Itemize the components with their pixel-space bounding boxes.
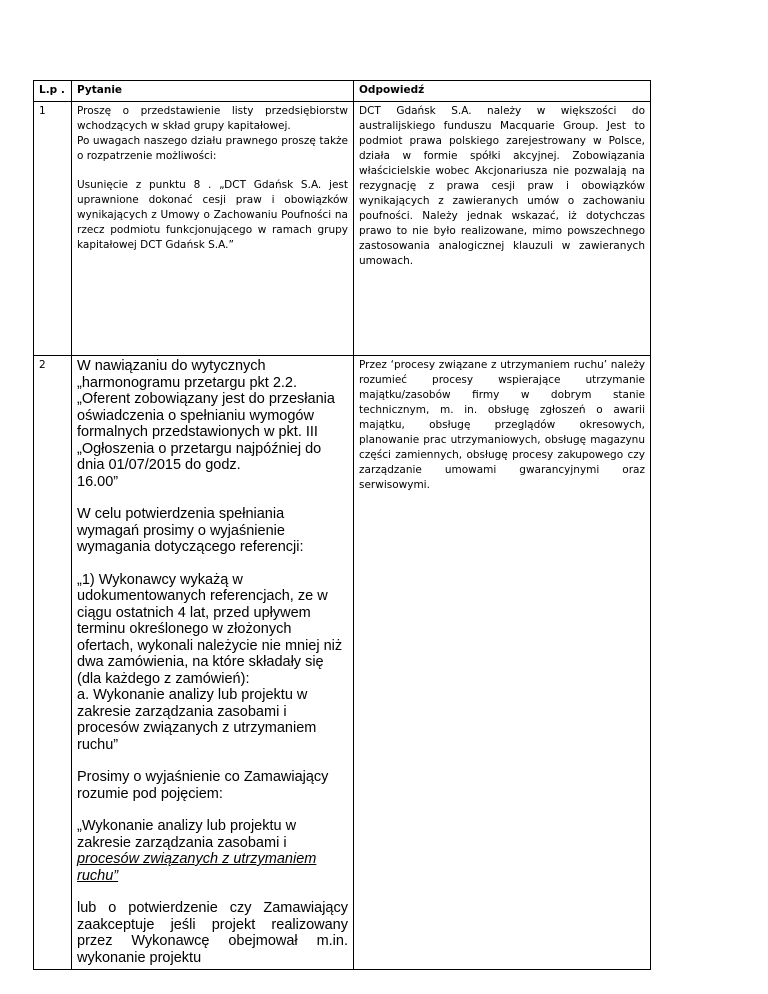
table-header-row bbox=[34, 81, 651, 102]
question-quote bbox=[77, 818, 348, 884]
question-paragraph: W nawiązaniu do wytycznych „harmonogramu przetargu pkt 2.2. „Oferent zobowiązany jest do przesłania oświadczenia o spełnianiu wymogów formalnych przedstawionych w pkt. III „Ogłoszenia o przetargu najpóźniej do dnia 01/07/2015 do godz. bbox=[77, 358, 335, 473]
question-cell bbox=[72, 356, 354, 970]
question-paragraph: Usunięcie z punktu 8 . „DCT Gdańsk S.A. jest uprawnione dokonać cesji praw i obowiązków wynikających z Umowy o Zachowaniu Poufności na rzecz podmiotu funkcjonującego w ramach grupy kapitałowej DCT Gdańsk S.A.” bbox=[77, 179, 348, 251]
question-paragraph: W celu potwierdzenia spełniania wymagań prosimy o wyjaśnienie wymagania dotyczącego referencji: bbox=[77, 506, 304, 555]
quote-text: „Wykonanie analizy lub projektu w zakresie zarządzania zasobami i bbox=[77, 818, 297, 851]
question-paragraph: Po uwagach naszego działu prawnego proszę także o rozpatrzenie możliwości: bbox=[77, 135, 348, 162]
question-paragraph: Prosimy o wyjaśnienie co Zamawiający rozumie pod pojęciem: bbox=[77, 769, 329, 802]
header-answer: Odpowiedź bbox=[354, 81, 651, 102]
answer-cell bbox=[354, 356, 651, 970]
row-number: 2 bbox=[34, 356, 72, 970]
question-paragraph: lub o potwierdzenie czy Zamawiający zaakceptuje jeśli projekt realizowany przez Wykonawcę obejmował m.in. wykonanie projektu bbox=[77, 900, 348, 966]
header-question: Pytanie bbox=[72, 81, 354, 102]
row-number: 1 bbox=[34, 102, 72, 356]
table-row bbox=[34, 356, 651, 970]
qa-table bbox=[33, 80, 651, 970]
answer-cell bbox=[354, 102, 651, 356]
quote-underlined-text: procesów związanych z utrzymaniem ruchu” bbox=[77, 851, 317, 884]
header-lp: L.p . bbox=[34, 81, 72, 102]
question-paragraph: „1) Wykonawcy wykażą w udokumentowanych referencjach, ze w ciągu ostatnich 4 lat, przed upływem terminu określonego w złożonych ofertach, wykonali należycie nie mniej niż dwa zamówienia, na które składały się (dla każdego z zamówień): bbox=[77, 571, 343, 687]
question-time: 16.00” bbox=[77, 473, 119, 490]
question-paragraph: Proszę o przedstawienie listy przedsiębiorstw wchodzących w skład grupy kapitałowej. bbox=[77, 105, 348, 132]
question-item: a. Wykonanie analizy lub projektu w zakresie zarządzania zasobami i procesów związanych z utrzymaniem ruchu” bbox=[77, 687, 317, 753]
answer-paragraph: Przez ‘procesy związane z utrzymaniem ruchu’ należy rozumieć procesy wspierające utrzymanie majątku/zasobów firmy w dobrym stanie technicznym, m. in. obsługę zgłoszeń o awarii majątku, obsługę przeglądów okresowych, planowanie prac utrzymaniowych, obsługę magazynu części zamiennych, obsługę procesy zakupowego czy zarządzanie umowami gwarancyjnymi oraz serwisowymi. bbox=[359, 359, 645, 491]
answer-paragraph: DCT Gdańsk S.A. należy w większości do australijskiego funduszu Macquarie Group. Jest to podmiot prawa polskiego zarejestrowany w Polsce, działa w formie spółki akcyjnej. Zobowiązania właścicielskie wobec Akcjonariusza nie pozwalają na rezygnację z prawa cesji praw i obowiązków wynikających z zawieranych umów o zachowaniu poufności. Należy jednak wskazać, iż dotychczas prawo to nie było realizowane, mimo powszechnego zastosowania analogicznej klauzuli w zawieranych umowach. bbox=[359, 105, 645, 267]
table-row bbox=[34, 102, 651, 356]
question-cell bbox=[72, 102, 354, 356]
